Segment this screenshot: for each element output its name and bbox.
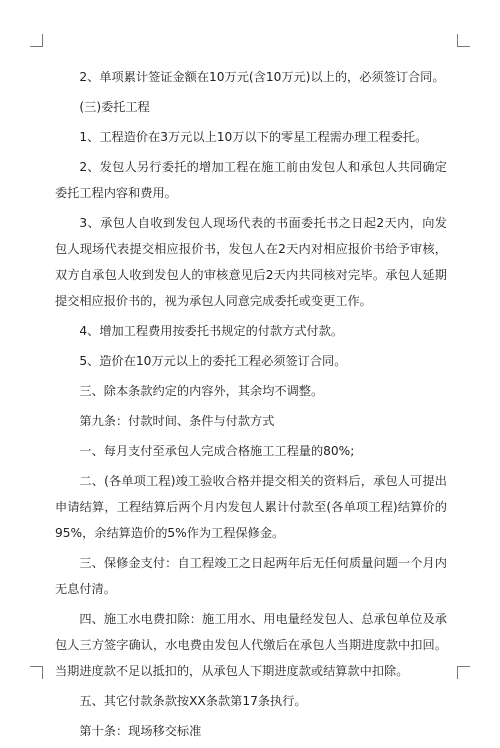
article-heading: 第九条：付款时间、条件与付款方式 [79, 414, 275, 428]
paragraph: 三、除本条款约定的内容外，其余均不调整。 [79, 384, 324, 398]
crop-mark-bottom-left [30, 666, 43, 679]
paragraph: 四、施工水电费扣除：施工用水、用电量经发包人、总承包单位及承包人三方签字确认，水电费由发包人代缴后在承包人当期进度款中扣回。当期进度款不足以抵扣的，从承包人下期进度款或结算款中扣除。 [55, 612, 447, 678]
paragraph: 五、其它付款条款按XX条款第17条执行。 [79, 694, 307, 708]
document-body [55, 64, 447, 748]
paragraph: 5、造价在10万元以上的委托工程必须签订合同。 [79, 354, 347, 368]
crop-mark-top-right [457, 34, 470, 47]
paragraph: 2、单项累计签证金额在10万元(含10万元)以上的，必须签订合同。 [79, 70, 445, 84]
paragraph: 3、承包人自收到发包人现场代表的书面委托书之日起2天内，向发包人现场代表提交相应报价书，发包人在2天内对相应报价书给予审核，双方自承包人收到发包人的审核意见后2天内共同核对完毕。承包人延期提交相应报价书的，视为承包人同意完成委托或变更工作。 [55, 216, 447, 308]
crop-mark-top-left [30, 34, 43, 47]
paragraph: 4、增加工程费用按委托书规定的付款方式付款。 [79, 324, 344, 338]
crop-mark-bottom-right [457, 666, 470, 679]
paragraph: 2、发包人另行委托的增加工程在施工前由发包人和承包人共同确定委托工程内容和费用。 [55, 160, 447, 200]
paragraph: 一、每月支付至承包人完成合格施工工程量的80%; [79, 444, 355, 458]
paragraph: 三、保修金支付：自工程竣工之日起两年后无任何质量问题一个月内无息付清。 [55, 556, 447, 596]
section-heading: (三)委托工程 [79, 100, 150, 114]
paragraph: 二、(各单项工程)竣工验收合格并提交相关的资料后，承包人可提出申请结算，工程结算后两个月内发包人累计付款至(各单项工程)结算价的95%，余结算造价的5%作为工程保修金。 [55, 474, 447, 540]
article-heading: 第十条：现场移交标准 [79, 724, 202, 738]
paragraph: 1、工程造价在3万元以上10万以下的零星工程需办理工程委托。 [79, 130, 428, 144]
